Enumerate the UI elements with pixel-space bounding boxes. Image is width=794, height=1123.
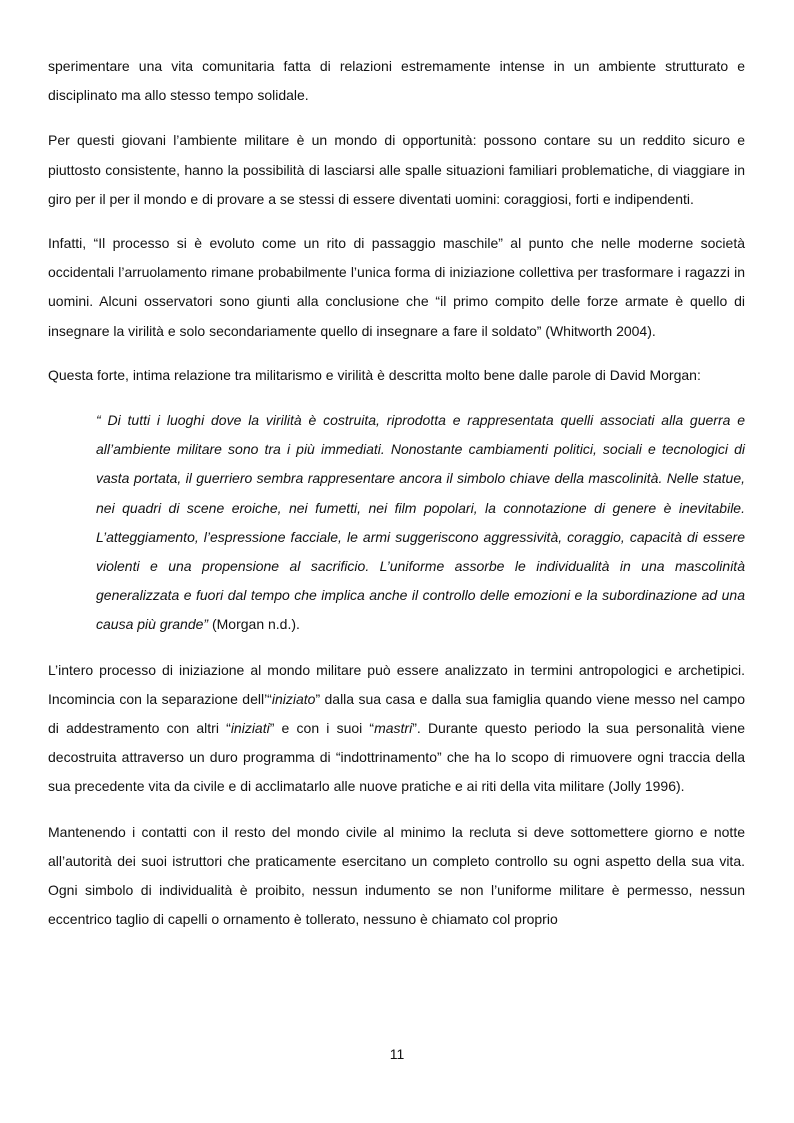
paragraph-5 [48,656,745,802]
paragraph-4: Questa forte, intima relazione tra militarismo e virilità è descritta molto bene dalle parole di David Morgan: [48,366,701,383]
paragraph-1: sperimentare una vita comunitaria fatta di relazioni estremamente intense in un ambiente strutturato e disciplinato ma allo stesso tempo solidale. [48,58,745,104]
paragraph-3: Infatti, “Il processo si è evoluto come un rito di passaggio maschile” al punto che nelle moderne società occidentali l’arruolamento rimane probabilmente l’unica forma di iniziazione collettiva per trasformare i ragazzi in uomini. Alcuni osservatori sono giunti alla conclusione che “il primo compito delle forze armate è quello di insegnare la virilità e solo secondariamente quello di insegnare a fare il soldato” (Whitworth 2004). [48,235,745,339]
paragraph-6: Mantenendo i contatti con il resto del mondo civile al minimo la recluta si deve sottomettere giorno e notte all’autorità dei suoi istruttori che praticamente esercitano un completo controllo su ogni aspetto della sua vita. Ogni simbolo di individualità è proibito, nessun indumento se non l’uniforme militare è permesso, nessun eccentrico taglio di capelli o ornamento è tollerato, nessuno è chiamato col proprio [48,823,745,928]
p5-text-e: ” e con i suoi “ [269,720,375,737]
paragraph-2: Per questi giovani l’ambiente militare è un mondo di opportunità: possono contare su un reddito sicuro e piuttosto consistente, hanno la possibilità di lasciarsi alle spalle situazioni familiari problematiche, di viaggiare in giro per il per il mondo e di provare a se stessi di essere diventati uomini: coraggiosi, forti e indipendenti. [48,132,745,207]
p5-text-c: ” dalla sua casa e dalla sua famiglia quando viene messo nel campo di addestramento con altri “ [48,690,745,737]
p5-iniziati: iniziati [230,720,270,737]
p5-iniziato: iniziato [271,690,316,707]
page-number: 11 [389,1046,405,1062]
p5-text-a: L’intero processo di iniziazione al mondo militare può essere analizzato in termini antropologici e archetipici. Incomincia con la separazione dell’“ [48,661,745,707]
block-quote [96,406,745,640]
p5-text-g: ”. Durante questo periodo la sua personalità viene decostruita attraverso un duro programma di “indottrinamento” che ha lo scopo di rimuovere ogni traccia della sua precedente vita da civile e di acclimatarlo alle nuove pratiche e ai riti della vita militare (Jolly 1996). [48,720,745,795]
quote-citation: (Morgan n.d.). [208,616,300,633]
p5-mastri: mastri [374,720,413,737]
document-page [48,52,745,934]
quote-text: “ Di tutti i luoghi dove la virilità è costruita, riprodotta e rappresentata quelli associati alla guerra e all’ambiente militare sono tra i più immediati. Nonostante cambiamenti politici, sociali e tecnologici di vasta portata, il guerriero sembra rappresentare ancora il simbolo chiave della mascolinità. Nelle statue, nei quadri di scene eroiche, nei fumetti, nei film popolari, la connotazione di genere è inevitabile. L’atteggiamento, l’espressione facciale, le armi suggeriscono aggressività, coraggio, capacità di essere violenti e una propensione al sacrificio. L’uniforme assorbe le individualità in una mascolinità generalizzata e fuori dal tempo che implica anche il controllo delle emozioni e la subordinazione ad una causa più grande” [96,412,745,633]
